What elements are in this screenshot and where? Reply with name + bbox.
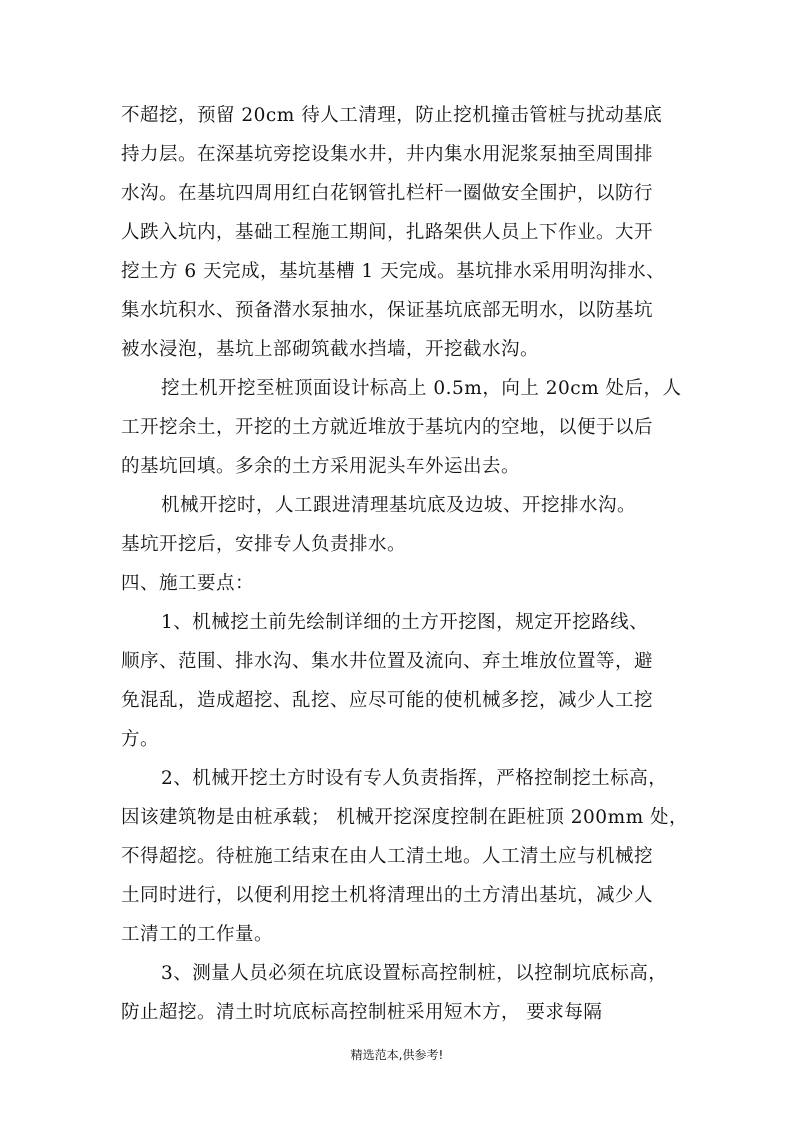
text-line: 水沟。在基坑四周用红白花钢管扎栏杆一圈做安全围护，以防行: [121, 183, 654, 204]
text-line: 方。: [121, 729, 160, 750]
text-line: 人跌入坑内，基础工程施工期间，扎路架供人员上下作业。大开: [121, 222, 654, 243]
text-line: 土同时进行，以便利用挖土机将清理出的土方清出基坑，减少人: [121, 885, 654, 906]
text-line: 1、机械挖土前先绘制详细的土方开挖图，规定开挖路线、: [161, 612, 649, 633]
text-line: 挖土机开挖至桩顶面设计标高上 0.5m，向上 20cm 处后，人: [161, 378, 682, 399]
text-line: 的基坑回填。多余的土方采用泥头车外运出去。: [121, 456, 521, 477]
text-line: 工开挖余土，开挖的土方就近堆放于基坑内的空地，以便于以后: [121, 417, 654, 438]
text-line: 集水坑积水、预备潜水泵抽水，保证基坑底部无明水，以防基坑: [121, 300, 654, 321]
text-line: 免混乱，造成超挖、乱挖、应尽可能的使机械多挖，减少人工挖: [121, 690, 654, 711]
text-line: 机械开挖时，人工跟进清理基坑底及边坡、开挖排水沟。: [161, 495, 637, 516]
text-line: 挖土方 6 天完成，基坑基槽 1 天完成。基坑排水采用明沟排水、: [121, 261, 666, 282]
text-line: 2、机械开挖土方时设有专人负责指挥，严格控制挖土标高，: [161, 768, 668, 789]
text-line: 持力层。在深基坑旁挖设集水井，井内集水用泥浆泵抽至周围排: [121, 144, 654, 165]
section-heading: 四、施工要点：: [121, 573, 255, 594]
page-footer: 精选范本,供参考!: [350, 1048, 444, 1062]
text-line: 顺序、范围、排水沟、集水井位置及流向、弃土堆放位置等，避: [121, 651, 654, 672]
body-text: [121, 96, 721, 1032]
text-line: 防止超挖。清土时坑底标高控制桩采用短木方， 要求每隔: [121, 1002, 603, 1023]
text-line: 不得超挖。待桩施工结束在由人工清土地。人工清土应与机械挖: [121, 846, 654, 867]
text-line: 因该建筑物是由桩承载； 机械开挖深度控制在距桩顶 200mm 处，: [121, 807, 689, 828]
text-line: 工清工的工作量。: [121, 924, 274, 945]
text-line: 基坑开挖后，安排专人负责排水。: [121, 534, 407, 555]
text-line: 不超挖，预留 20cm 待人工清理，防止挖机撞击管桩与扰动基底: [121, 105, 663, 126]
text-line: 被水浸泡，基坑上部砌筑截水挡墙，开挖截水沟。: [121, 339, 540, 360]
text-line: 3、测量人员必须在坑底设置标高控制桩，以控制坑底标高，: [161, 963, 668, 984]
